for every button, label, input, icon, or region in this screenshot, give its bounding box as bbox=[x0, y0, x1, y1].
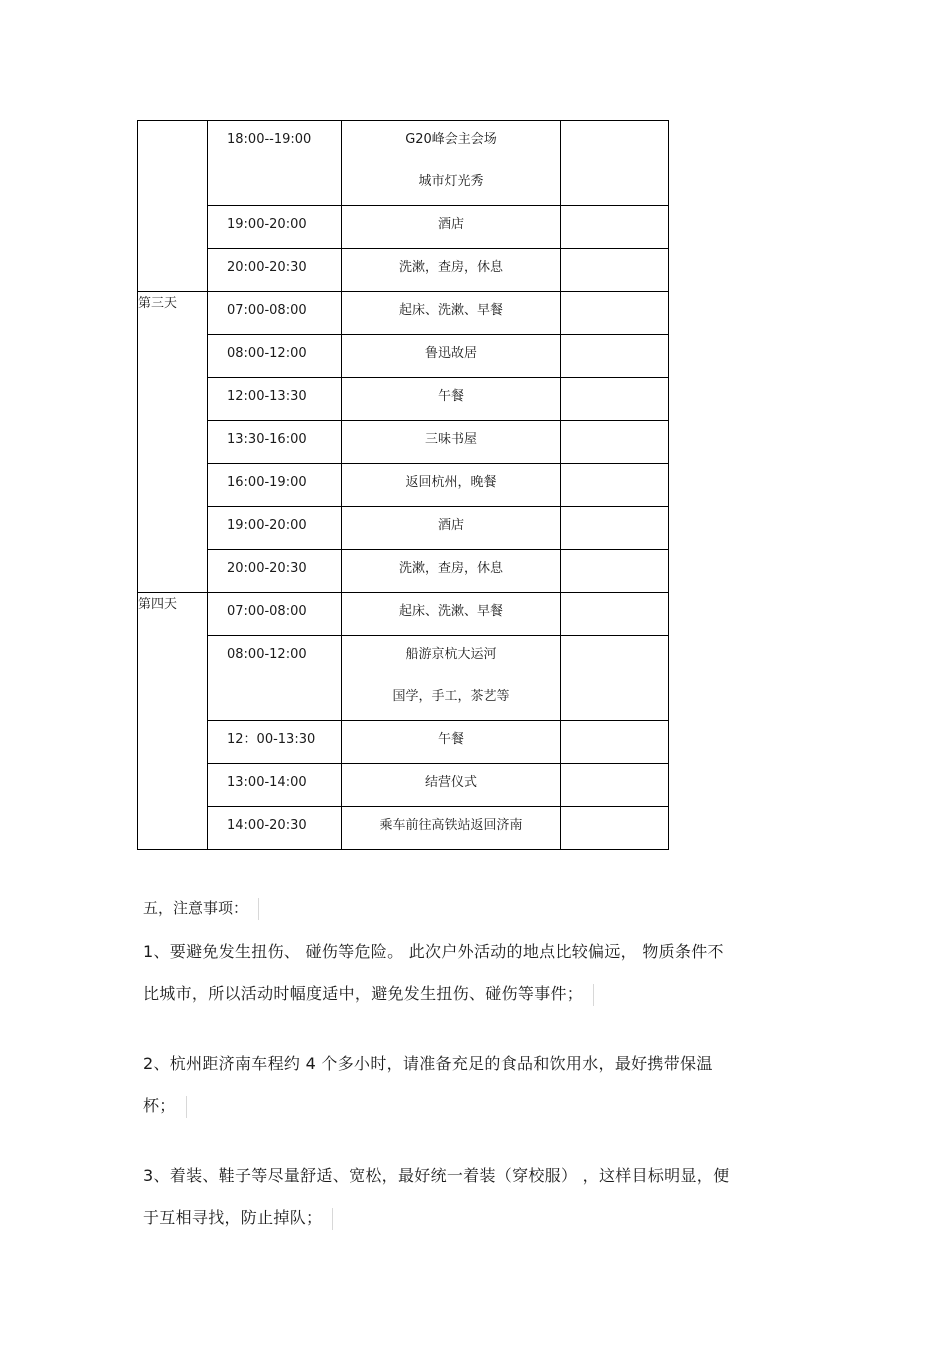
note-line: 杯； bbox=[143, 1085, 808, 1127]
note-cell bbox=[561, 721, 669, 764]
note-cell bbox=[561, 636, 669, 721]
activity-cell: 三味书屋 bbox=[342, 421, 561, 464]
time-cell: 19:00-20:00 bbox=[208, 206, 342, 249]
note-cell bbox=[561, 378, 669, 421]
divider bbox=[593, 984, 594, 1006]
note-cell bbox=[561, 121, 669, 206]
time-cell: 12：00-13:30 bbox=[208, 721, 342, 764]
table-row bbox=[138, 807, 669, 850]
day-cell: 第四天 bbox=[138, 593, 208, 850]
time-cell: 13:00-14:00 bbox=[208, 764, 342, 807]
note-cell bbox=[561, 206, 669, 249]
note-line: 2、杭州距济南车程约 4 个多小时，请准备充足的食品和饮用水，最好携带保温 bbox=[143, 1054, 713, 1073]
activity-cell: 鲁迅故居 bbox=[342, 335, 561, 378]
table-row bbox=[138, 249, 669, 292]
note-cell bbox=[561, 507, 669, 550]
note-cell bbox=[561, 292, 669, 335]
activity-cell: 午餐 bbox=[342, 721, 561, 764]
note-line: 于互相寻找，防止掉队； bbox=[143, 1197, 808, 1239]
table-row bbox=[138, 464, 669, 507]
activity-cell: G20峰会主会场 城市灯光秀 bbox=[342, 121, 561, 206]
activity-cell: 起床、洗漱、早餐 bbox=[342, 593, 561, 636]
activity-cell: 船游京杭大运河 国学，手工，茶艺等 bbox=[342, 636, 561, 721]
time-cell: 19:00-20:00 bbox=[208, 507, 342, 550]
note-line: 1、要避免发生扭伤、 碰伤等危险。 此次户外活动的地点比较偏远， 物质条件不 bbox=[143, 942, 724, 961]
note-cell bbox=[561, 249, 669, 292]
table-row bbox=[138, 764, 669, 807]
activity-cell: 洗漱，查房，休息 bbox=[342, 550, 561, 593]
time-cell: 14:00-20:30 bbox=[208, 807, 342, 850]
time-cell: 18:00--19:00 bbox=[208, 121, 342, 206]
note-cell bbox=[561, 764, 669, 807]
activity-cell: 乘车前往高铁站返回济南 bbox=[342, 807, 561, 850]
time-cell: 07:00-08:00 bbox=[208, 593, 342, 636]
table-row bbox=[138, 335, 669, 378]
note-line: 比城市，所以活动时幅度适中，避免发生扭伤、碰伤等事件； bbox=[143, 973, 808, 1015]
time-cell: 16:00-19:00 bbox=[208, 464, 342, 507]
divider bbox=[258, 898, 259, 920]
table-row bbox=[138, 121, 669, 206]
time-cell: 20:00-20:30 bbox=[208, 550, 342, 593]
time-cell: 12:00-13:30 bbox=[208, 378, 342, 421]
time-cell: 13:30-16:00 bbox=[208, 421, 342, 464]
divider bbox=[186, 1096, 187, 1118]
note-item bbox=[143, 1043, 808, 1127]
note-item bbox=[143, 931, 808, 1015]
note-line: 3、着装、鞋子等尽量舒适、宽松，最好统一着装（穿校服） ，这样目标明显，便 bbox=[143, 1166, 730, 1185]
day-cell: 第三天 bbox=[138, 292, 208, 593]
note-cell bbox=[561, 335, 669, 378]
activity-cell: 酒店 bbox=[342, 507, 561, 550]
schedule-table bbox=[137, 120, 669, 850]
table-row bbox=[138, 421, 669, 464]
table-row bbox=[138, 292, 669, 335]
table-row bbox=[138, 378, 669, 421]
day-cell bbox=[138, 121, 208, 292]
time-cell: 20:00-20:30 bbox=[208, 249, 342, 292]
table-row bbox=[138, 206, 669, 249]
table-row bbox=[138, 636, 669, 721]
notes-section bbox=[143, 893, 808, 1239]
time-cell: 08:00-12:00 bbox=[208, 335, 342, 378]
activity-cell: 结营仪式 bbox=[342, 764, 561, 807]
divider bbox=[332, 1208, 333, 1230]
time-cell: 07:00-08:00 bbox=[208, 292, 342, 335]
table-row bbox=[138, 593, 669, 636]
note-cell bbox=[561, 593, 669, 636]
note-cell bbox=[561, 550, 669, 593]
table-row bbox=[138, 507, 669, 550]
activity-cell: 洗漱，查房，休息 bbox=[342, 249, 561, 292]
notes-heading: 五，注意事项： bbox=[143, 893, 808, 923]
activity-cell: 午餐 bbox=[342, 378, 561, 421]
note-cell bbox=[561, 807, 669, 850]
activity-cell: 酒店 bbox=[342, 206, 561, 249]
note-item bbox=[143, 1155, 808, 1239]
note-cell bbox=[561, 421, 669, 464]
note-cell bbox=[561, 464, 669, 507]
activity-cell: 返回杭州，晚餐 bbox=[342, 464, 561, 507]
table-row bbox=[138, 550, 669, 593]
activity-cell: 起床、洗漱、早餐 bbox=[342, 292, 561, 335]
time-cell: 08:00-12:00 bbox=[208, 636, 342, 721]
table-row bbox=[138, 721, 669, 764]
